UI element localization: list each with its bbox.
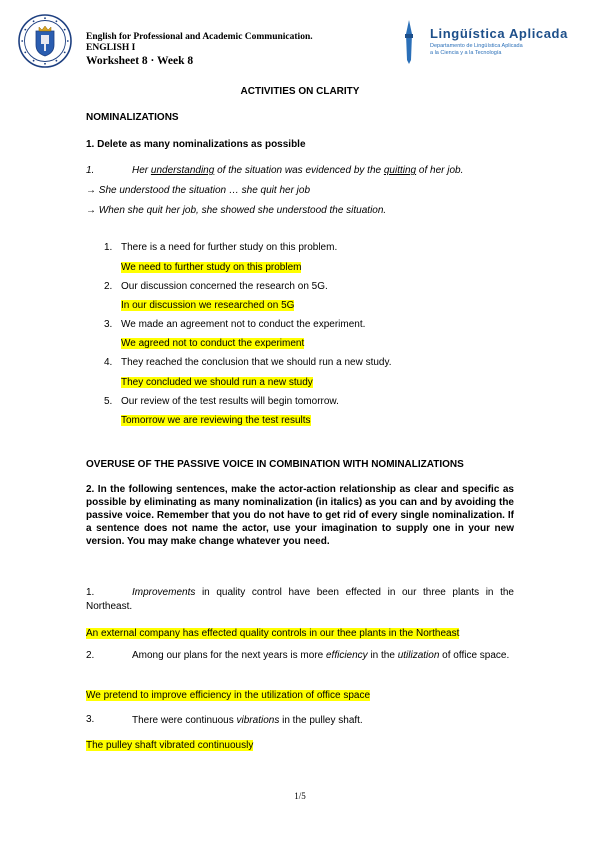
section1-heading: NOMINALIZATIONS <box>86 112 179 123</box>
item1-number: 1. <box>104 242 113 253</box>
item3-number: 3. <box>104 319 113 330</box>
logo-sub1: Departamento de Lingüística Aplicada <box>430 43 523 49</box>
s2-item3-number: 3. <box>86 714 95 725</box>
item4-question: They reached the conclusion that we should run a new study. <box>121 357 392 368</box>
highlighted-answer: We pretend to improve efficiency in the utilization of office space <box>86 690 371 701</box>
example-number: 1. <box>86 165 95 176</box>
example-part: Her <box>132 165 151 176</box>
highlighted-answer: An external company has effected quality controls in our thee plants in the Northeast <box>86 628 460 639</box>
example-answer-1: → She understood the situation … she quit her job <box>86 185 311 196</box>
item1-answer <box>121 261 301 274</box>
course-title: English for Professional and Academic Communication. <box>86 32 313 42</box>
nominalization: Improvements <box>132 587 196 598</box>
s2-item2-answer <box>86 689 370 702</box>
highlighted-answer: Tomorrow we are reviewing the test results <box>121 415 311 426</box>
nominalization: efficiency <box>325 650 368 661</box>
sentence-part: of office space. <box>439 650 510 661</box>
page-number: 1/5 <box>294 791 306 801</box>
s2-item2-number: 2. <box>86 650 95 661</box>
sentence-part: in the pulley shaft. <box>279 715 363 726</box>
sentence-part: Among our plans for the next years is more <box>132 650 326 661</box>
pen-nib-logo-icon <box>402 20 416 64</box>
example-sentence <box>132 164 463 177</box>
item3-question: We made an agreement not to conduct the experiment. <box>121 319 366 330</box>
item1-question: There is a need for further study on this problem. <box>121 242 338 253</box>
example-underlined-word: understanding <box>150 165 215 176</box>
page-title: ACTIVITIES ON CLARITY <box>240 86 360 97</box>
nominalization: utilization <box>397 650 440 661</box>
sentence-part: in quality control have been effected in our three plants in the Northeast. <box>86 587 514 612</box>
s2-item1-answer <box>86 627 459 640</box>
item5-number: 5. <box>104 396 113 407</box>
highlighted-answer: They concluded we should run a new study <box>121 377 313 388</box>
item5-answer <box>121 414 311 427</box>
section2-task: 2. In the following sentences, make the actor-action relationship as clear and specific as possible by eliminating as many nominalization (in italics) as you can and by avoiding the passive voice. Remember that you do not have to get rid of every single nominalization. If a sentence does not name the actor, use your imagination to supply one in your new version. You may make change whatever you need. <box>86 484 514 547</box>
example-answer-2: → When she quit her job, she showed she understood the situation. <box>86 205 387 216</box>
section2-heading: OVERUSE OF THE PASSIVE VOICE IN COMBINATION WITH NOMINALIZATIONS <box>86 459 464 470</box>
example-part: of the situation was evidenced by the <box>214 165 384 176</box>
item5-question: Our review of the test results will begin tomorrow. <box>121 396 339 407</box>
sentence-part: in the <box>367 650 398 661</box>
item2-question: Our discussion concerned the research on 5G. <box>121 281 328 292</box>
sentence-part: There were continuous <box>132 715 237 726</box>
highlighted-answer: We need to further study on this problem <box>121 262 302 273</box>
course-code: ENGLISH I <box>86 43 136 53</box>
s2-item1-sentence <box>86 586 514 614</box>
highlighted-answer: The pulley shaft vibrated continuously <box>86 740 254 751</box>
item2-number: 2. <box>104 281 113 292</box>
worksheet-label: Worksheet 8 · Week 8 <box>86 55 194 67</box>
example-underlined-word: quitting <box>383 165 417 176</box>
highlighted-answer: We agreed not to conduct the experiment <box>121 338 305 349</box>
section1-task: 1. Delete as many nominalizations as possible <box>86 139 306 150</box>
highlighted-answer: In our discussion we researched on 5G <box>121 300 295 311</box>
example-part: of her job. <box>416 165 464 176</box>
university-seal-icon <box>18 14 72 68</box>
item4-number: 4. <box>104 357 113 368</box>
item4-answer <box>121 376 313 389</box>
nominalization: vibrations <box>236 715 280 726</box>
department-logo <box>402 18 582 68</box>
s2-item1-number: 1. <box>86 587 95 598</box>
s2-item2-sentence <box>86 649 514 663</box>
s2-item3-sentence <box>132 714 363 727</box>
logo-name: Lingüística Aplicada <box>430 26 568 41</box>
s2-item3-answer <box>86 739 253 752</box>
item3-answer <box>121 337 304 350</box>
logo-sub2: a la Ciencia y a la Tecnología <box>430 50 502 56</box>
header-text <box>86 32 313 69</box>
item2-answer <box>121 299 294 312</box>
